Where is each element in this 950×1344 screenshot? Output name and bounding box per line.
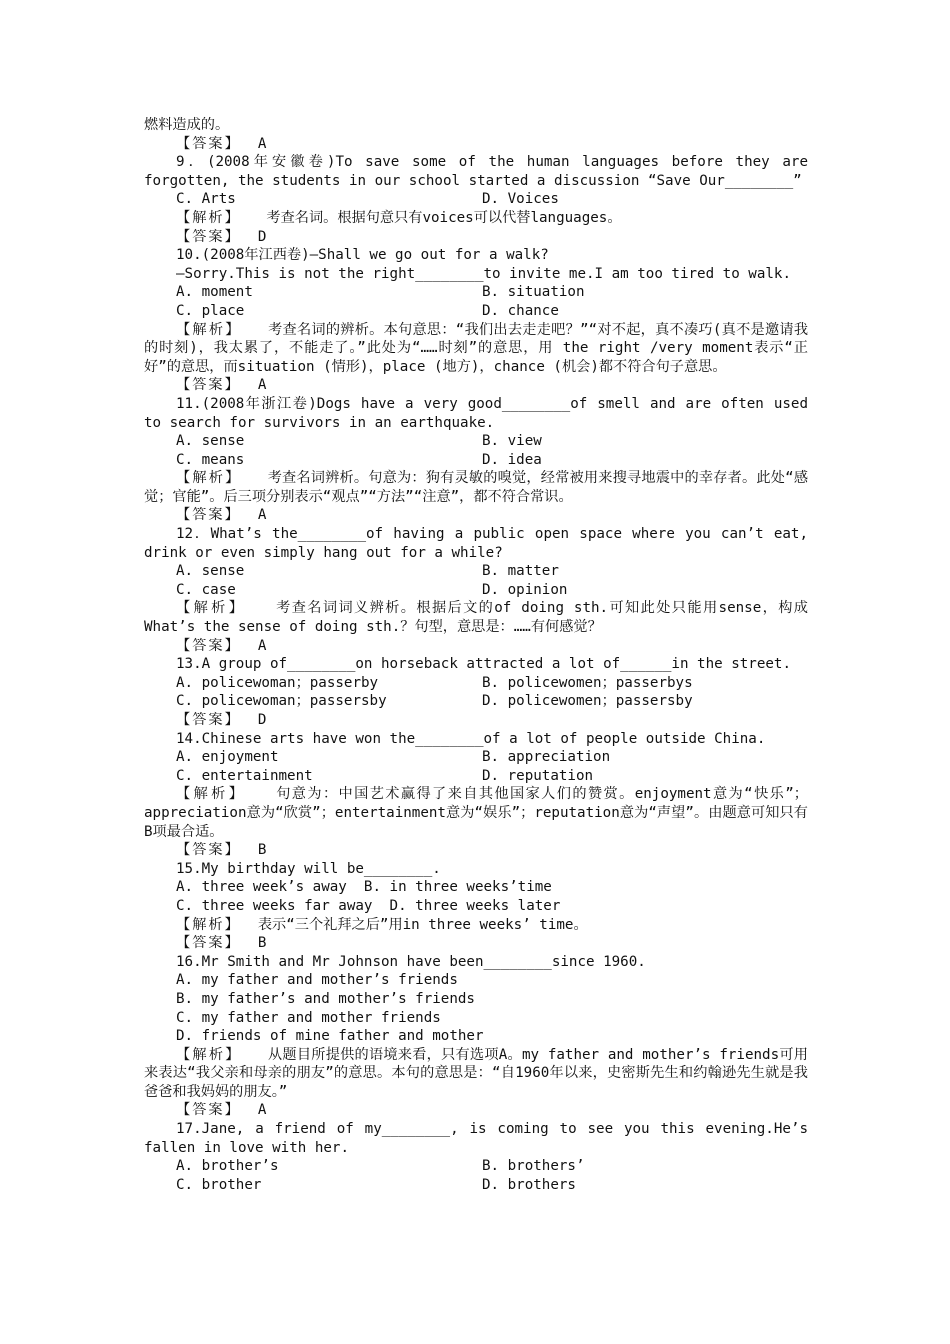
- option: D. brothers: [482, 1176, 576, 1193]
- option-row: [144, 692, 808, 711]
- option-line: A. my father and mother’s friends: [176, 972, 458, 989]
- question-9-explanation: [144, 209, 808, 228]
- question-text: (2008年浙江卷)Dogs have a very good________of smell and are often used to search for survivors in an earthquake.: [144, 395, 808, 431]
- answer-value: A: [257, 135, 267, 152]
- question-16-explanation: [144, 1046, 808, 1102]
- explanation-tag: 【解析】: [176, 786, 247, 803]
- option: B. brothers’: [482, 1158, 585, 1175]
- explanation-text: 句意为：中国艺术赢得了来自其他国家人们的赞赏。enjoyment意为“快乐”；appreciation意为“欣赏”；entertainment意为“娱乐”；reputation意为“声望”。由题意可知只有B项最合适。: [144, 786, 808, 840]
- answer-value: B: [257, 842, 267, 859]
- answer-tag: 【答案】: [176, 1102, 241, 1119]
- option-line: C. my father and mother friends: [176, 1009, 441, 1026]
- option-row: [144, 1176, 808, 1195]
- question-12-explanation: [144, 599, 808, 636]
- answer-value: A: [257, 507, 267, 524]
- question-17-stem: [144, 1120, 808, 1157]
- option-row: [144, 283, 808, 302]
- option: B. view: [482, 433, 542, 450]
- answer-tag: 【答案】: [176, 377, 241, 394]
- explanation-text: 考查名词的辨析。本句意思：“我们出去走走吧？”“对不起，真不凑巧(真不是邀请我的时刻)，我太累了，不能走了。”此处为“……时刻”的意思，用 the right /very moment表示“正好”的意思，而situation (情形)，place (地方)，chance (机会)都不符合句子意思。: [144, 321, 809, 375]
- option: A. sense: [176, 433, 245, 450]
- question-text: (2008年江西卷)—Shall we go out for a walk?: [201, 247, 549, 264]
- option-row: [144, 1157, 808, 1176]
- explanation-tag: 【解析】: [176, 209, 241, 226]
- answer-value: A: [257, 377, 267, 394]
- option: B. matter: [482, 563, 559, 580]
- explanation-tag: 【解析】: [176, 600, 247, 617]
- answer-value: D: [257, 712, 267, 728]
- question-text: What’s the________of having a public open space where you can’t eat, drink or even simply hang out for a while?: [144, 526, 808, 561]
- option-row: [144, 190, 808, 209]
- option: A. sense: [176, 563, 245, 580]
- option: D. Voices: [482, 191, 559, 208]
- answer-tag: 【答案】: [176, 842, 241, 859]
- explanation-tag: 【解析】: [176, 321, 242, 338]
- question-number: 12．: [176, 526, 211, 543]
- question-13-stem: [144, 655, 808, 674]
- question-15-explanation: [144, 916, 808, 935]
- answer-value: B: [257, 935, 267, 952]
- option-row: [144, 748, 808, 767]
- option: A. moment: [176, 284, 253, 301]
- question-number: 16.: [176, 953, 202, 970]
- answer-tag: 【答案】: [176, 935, 241, 952]
- question-13-answer: [144, 711, 808, 730]
- question-11-answer: [144, 506, 808, 525]
- option: B. appreciation: [482, 749, 611, 766]
- question-text: Mr Smith and Mr Johnson have been________since 1960.: [201, 953, 646, 970]
- question-number: 9．: [176, 154, 207, 171]
- question-number: 14.: [176, 730, 202, 747]
- option-line: C. three weeks far away D. three weeks later: [176, 897, 561, 914]
- document-page: [144, 116, 808, 1194]
- question-11-explanation: [144, 469, 808, 506]
- answer-value: D: [257, 228, 267, 245]
- question-text: My birthday will be________.: [201, 860, 441, 877]
- option: C. policewoman；passersby: [176, 693, 387, 710]
- option: B. policewomen；passerbys: [482, 674, 693, 691]
- explanation-text: 考查名词。根据句意只有voices可以代替languages。: [266, 209, 622, 226]
- option: D. idea: [482, 451, 542, 468]
- option: A. enjoyment: [176, 749, 279, 766]
- answer-tag: 【答案】: [176, 507, 241, 524]
- option: C. entertainment: [176, 767, 313, 784]
- answer-tag: 【答案】: [176, 712, 241, 728]
- question-11-stem: [144, 395, 808, 432]
- question-14-stem: [144, 730, 808, 749]
- answer-tag: 【答案】: [176, 637, 241, 654]
- question-9-answer: [144, 228, 808, 247]
- option: C. brother: [176, 1176, 262, 1193]
- option: D. opinion: [482, 581, 568, 598]
- option-row: [144, 562, 808, 581]
- option: D. reputation: [482, 767, 594, 784]
- intro-answer: [144, 135, 808, 154]
- question-15-answer: [144, 934, 808, 953]
- answer-tag: 【答案】: [176, 135, 241, 152]
- option-row: [144, 767, 808, 786]
- option: C. place: [176, 302, 245, 319]
- question-10-answer: [144, 376, 808, 395]
- answer-tag: 【答案】: [176, 228, 241, 245]
- question-text: Jane, a friend of my________, is coming to see you this evening.He’s fallen in love with her.: [144, 1121, 808, 1156]
- question-10-stem: [144, 246, 808, 265]
- option-row: [144, 581, 808, 600]
- option-row: [144, 674, 808, 693]
- option: A. policewoman；passerby: [176, 674, 379, 691]
- question-15-stem: [144, 860, 808, 879]
- question-text: A group of________on horseback attracted a lot of______in the street.: [201, 656, 791, 673]
- option: A. brother’s: [176, 1158, 279, 1175]
- question-number: 11.: [176, 395, 202, 412]
- option-row: [144, 302, 808, 321]
- question-text: (2008年安徽卷)To save some of the human languages before they are forgotten, the students in our school started a discussion “Save Our________”: [144, 154, 808, 189]
- explanation-text: 表示“三个礼拜之后”用in three weeks’ time。: [257, 916, 588, 933]
- option-line: A. three week’s away B. in three weeks’time: [176, 879, 552, 896]
- question-16-answer: [144, 1101, 808, 1120]
- question-number: 10.: [176, 247, 202, 264]
- answer-value: A: [257, 637, 267, 654]
- explanation-text: 从题目所提供的语境来看，只有选项A。my father and mother’s friends可用来表达“我父亲和母亲的朋友”的意思。本句的意思是：“自1960年以来，史密斯先生和约翰逊先生就是我爸爸和我妈妈的朋友。”: [144, 1046, 808, 1100]
- question-14-answer: [144, 841, 808, 860]
- option-row: [144, 432, 808, 451]
- explanation-tag: 【解析】: [176, 470, 242, 487]
- option-row: [144, 451, 808, 470]
- option: D. policewomen；passersby: [482, 693, 693, 710]
- question-text: Chinese arts have won the________of a lot of people outside China.: [201, 730, 766, 747]
- explanation-tag: 【解析】: [176, 1046, 242, 1063]
- option-line: D. friends of mine father and mother: [176, 1028, 484, 1045]
- question-9-stem: [144, 153, 808, 190]
- question-10-explanation: [144, 321, 808, 377]
- question-12-answer: [144, 637, 808, 656]
- intro-tail: 燃料造成的。: [144, 117, 230, 133]
- answer-value: A: [257, 1102, 267, 1119]
- question-number: 17.: [176, 1121, 202, 1138]
- explanation-text: 考查名词辨析。句意为：狗有灵敏的嗅觉，经常被用来搜寻地震中的幸存者。此处“感觉；官能”。后三项分别表示“观点”“方法”“注意”，都不符合常识。: [144, 470, 809, 505]
- option-line: B. my father’s and mother’s friends: [176, 990, 475, 1007]
- question-14-explanation: [144, 785, 808, 841]
- option: D. chance: [482, 302, 559, 319]
- question-number: 13.: [176, 656, 202, 673]
- option: C. means: [176, 451, 245, 468]
- explanation-text: 考查名词词义辨析。根据后文的of doing sth.可知此处只能用sense，构成What’s the sense of doing sth.？句型，意思是：……有何感觉？: [144, 600, 808, 636]
- question-number: 15.: [176, 860, 202, 877]
- option: C. Arts: [176, 191, 236, 208]
- option: B. situation: [482, 284, 585, 301]
- option: C. case: [176, 581, 236, 598]
- explanation-tag: 【解析】: [176, 916, 241, 933]
- question-10-stem-line-2: —Sorry.This is not the right________to invite me.I am too tired to walk.: [176, 265, 791, 282]
- question-16-stem: [144, 953, 808, 972]
- question-12-stem: [144, 525, 808, 562]
